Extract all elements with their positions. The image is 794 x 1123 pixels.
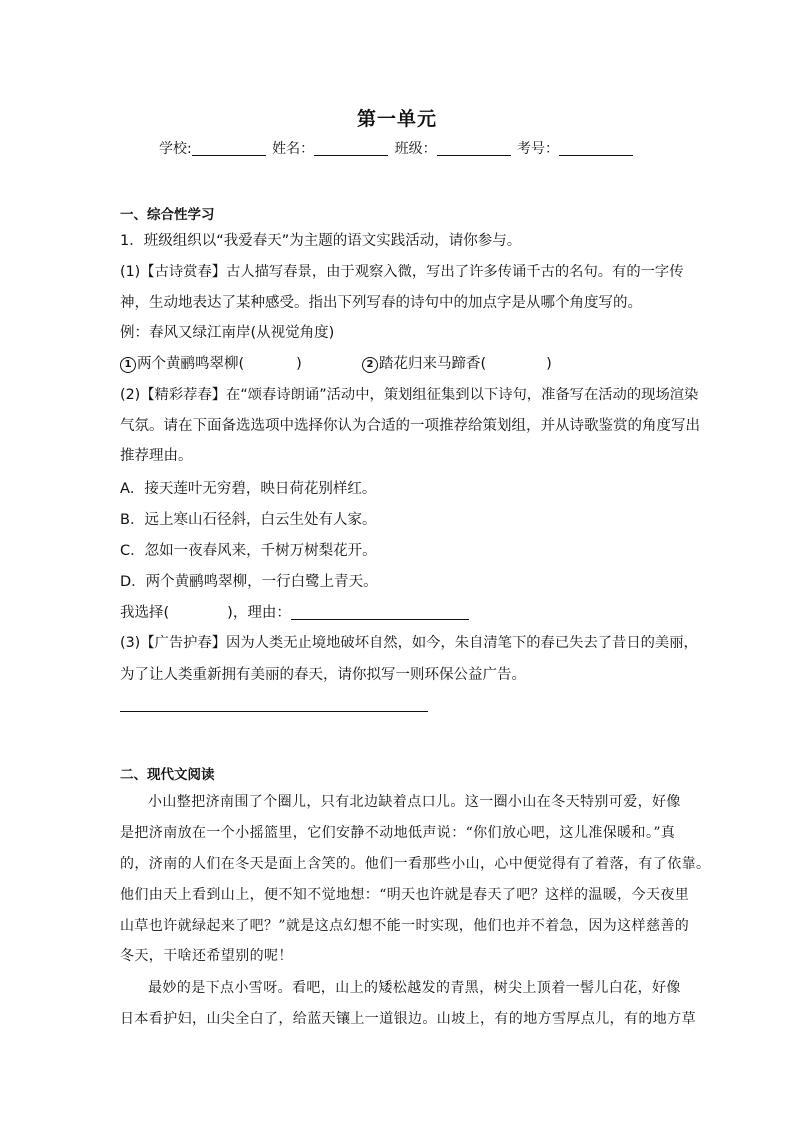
option-d: D．两个黄鹂鸣翠柳，一行白鹭上青天。 [120,574,378,590]
school-blank[interactable] [192,141,266,156]
section2-heading: 二、现代文阅读 [120,767,215,783]
item1-close: ) [296,356,302,372]
item1-number: 1 [120,357,136,373]
reason-blank[interactable] [291,605,469,620]
example-line: 例：春风又绿江南岸(从视觉角度) [120,325,335,341]
reading-line-7: 最妙的是下点小雪呀。看吧，山上的矮松越发的青黑，树尖上顶着一髻儿白花，好像 [148,980,681,996]
student-info-row [0,138,794,158]
option-c: C．忽如一夜春风来，千树万树梨花开。 [120,543,377,559]
reading-line-1: 小山整把济南围了个圈儿，只有北边缺着点口儿。这一圈小山在冬天特别可爱，好像 [148,794,681,810]
poem-item2 [362,352,552,373]
class-blank[interactable] [437,141,511,156]
ad-answer-line[interactable] [120,711,428,712]
name-blank[interactable] [314,141,388,156]
reading-line-8: 日本看护妇，山尖全白了，给蓝天镶上一道银边。山坡上，有的地方雪厚点儿，有的地方草 [120,1011,696,1027]
reading-line-3: 的，济南的人们在冬天是面上含笑的。他们一看那些小山，心中便觉得有了着落，有了依靠。 [120,856,711,872]
reading-line-4: 他们由天上看到山上，便不知不觉地想：“明天也许就是春天了吧？这样的温暖，今天夜里 [120,887,690,903]
part2-line1: (2)【精彩荐春】在“颂春诗朗诵”活动中，策划组征集到以下诗句，准备写在活动的现场渲染 [120,387,699,403]
page-title: 第一单元 [356,108,437,130]
exam-no-blank[interactable] [559,141,633,156]
question-1: 1．班级组织以“我爱春天”为主题的语文实践活动，请你参与。 [120,233,522,249]
section1-heading: 一、综合性学习 [120,207,215,223]
class-label: 班级： [394,141,437,157]
exam-no-label: 考号： [517,141,560,157]
option-b: B．远上寒山石径斜，白云生处有人家。 [120,512,377,528]
part3-line1: (3)【广告护春】因为人类无止境地破坏自然，如今，朱自清笔下的春已失去了昔日的美丽， [120,635,698,651]
option-a: A．接天莲叶无穷碧，映日荷花别样红。 [120,481,377,497]
part1-line2: 神，生动地表达了某种感受。指出下列写春的诗句中的加点字是从哪个角度写的。 [120,295,642,311]
item1-text: 两个黄鹂鸣翠柳( [137,356,245,372]
part2-line3: 推荐理由。 [120,448,193,464]
choose-row [120,601,469,622]
name-label: 姓名： [272,141,315,157]
school-label: 学校: [158,141,192,157]
reading-line-6: 冬天，干啥还希望别的呢！ [120,948,293,964]
reading-line-2: 是把济南放在一个小摇篮里，它们安静不动地低声说：“你们放心吧，这儿准保暖和。”真 [120,825,676,841]
item2-number: 2 [362,357,378,373]
part2-line2: 气氛。请在下面备选选项中选择你认为合适的一项推荐给策划组，并从诗歌鉴赏的角度写出 [120,418,700,434]
choose-label: 我选择( [120,605,170,621]
part1-line1: (1)【古诗赏春】古人描写春景，由于观察入微，写出了许多传诵千古的名句。有的一字传 [120,264,684,280]
part3-line2: 为了让人类重新拥有美丽的春天，请你拟写一则环保公益广告。 [120,667,526,683]
reading-line-5: 山草也许就绿起来了吧？”就是这点幻想不能一时实现，他们也并不着急，因为这样慈善的 [120,918,690,934]
poem-items-row [120,352,302,373]
item2-text: 踏花归来马蹄香( [379,356,487,372]
item2-close: ) [546,356,552,372]
reason-label: )，理由： [227,605,291,621]
